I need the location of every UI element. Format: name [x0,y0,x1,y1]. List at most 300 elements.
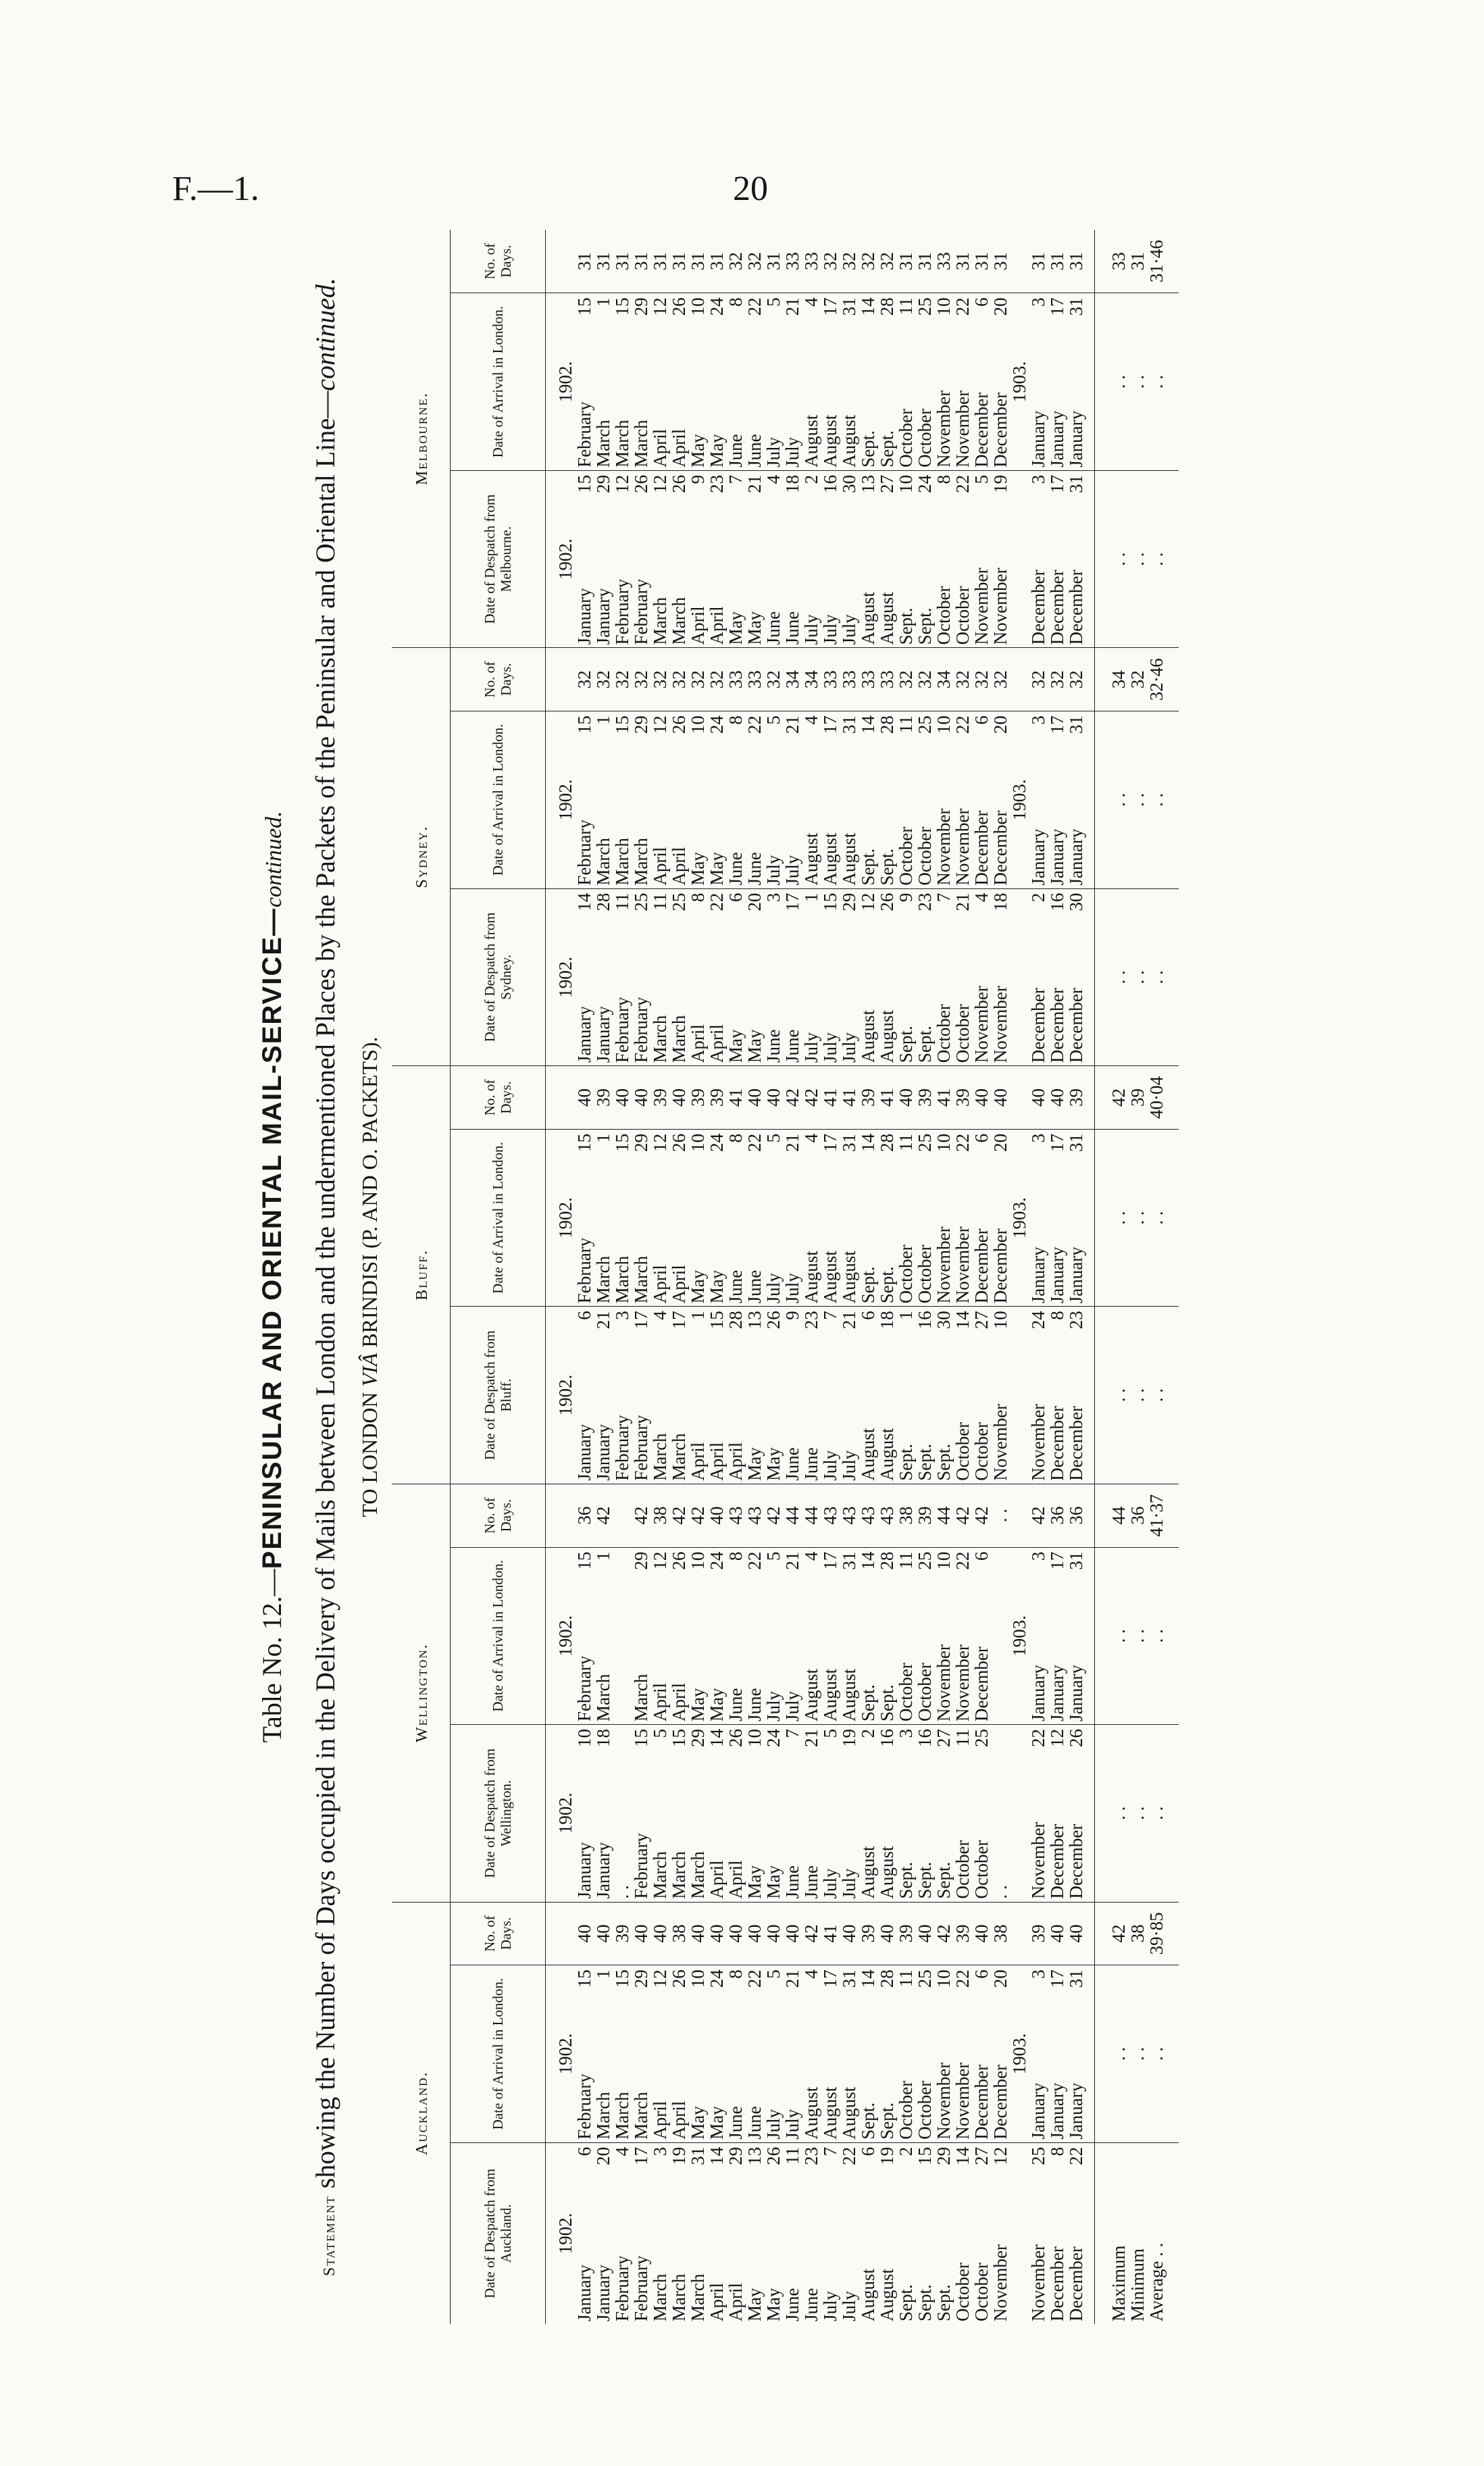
day: 16 [820,474,840,493]
month: August [839,414,859,468]
month: Sept. [933,2284,954,2321]
table-subtitle [357,230,382,2324]
day: 17 [669,1311,689,1330]
day: 8 [1047,1311,1067,1320]
month: January [1066,410,1086,468]
day: 29 [631,1133,651,1152]
day: 10 [933,1551,954,1570]
arrival-date [915,1968,933,2139]
month: Sept. [896,1444,916,1481]
days-value: 41 [820,1088,840,1107]
day: 6 [971,1133,992,1143]
despatch-date [574,2146,593,2321]
month: August [877,1010,897,1063]
day: 12 [990,2146,1010,2165]
days-value: 32 [725,252,746,271]
despatch-date [688,2146,707,2321]
despatch-date [801,1309,820,1480]
month: July [839,614,859,645]
arrival-date [593,296,612,467]
day: 30 [1066,892,1086,911]
days-value: 33 [801,252,821,271]
day: 23 [801,1311,821,1330]
month: May [688,434,708,468]
days-value: . . [990,1509,1010,1523]
month: July [820,1868,840,1899]
arrival-date [1066,714,1085,885]
days-value: 39 [858,1924,878,1943]
days-value: 32 [990,670,1010,689]
arrival-date [574,296,593,467]
month: November [933,1644,954,1722]
month: April [669,1265,689,1304]
days-value: 43 [744,1506,765,1525]
month: July [763,855,784,886]
month: August [858,1428,878,1481]
arrival-date [1028,1551,1047,1721]
days-value: 39 [915,1506,935,1525]
days-value: 40 [744,1088,765,1107]
day: 17 [782,892,802,911]
despatch-date [820,892,839,1063]
day: 16 [1047,892,1067,911]
day: 12 [612,474,632,493]
days-value: 33 [839,670,859,689]
month: March [612,838,632,886]
day: 25 [1028,2146,1048,2165]
despatch-date [669,1309,688,1480]
despatch-date [763,1309,782,1480]
month: March [612,2092,632,2140]
days-value: 31 [631,252,651,271]
day: 11 [782,2146,802,2165]
days-value: 42 [952,1506,973,1525]
despatch-date [877,474,896,645]
day: 8 [688,892,708,903]
days-column [546,1902,1095,1965]
month: August [820,414,840,468]
day: 3 [612,1311,632,1320]
days-value: 31 [952,252,973,271]
month: May [707,1269,727,1304]
despatch-date [858,1309,877,1480]
summary-dots-average: . . [1146,1806,1167,1820]
arrival-date [1066,1551,1085,1721]
month: November [990,568,1010,645]
arrival-date [990,1551,1009,1721]
month: July [820,1032,840,1063]
despatch-date [782,2146,801,2321]
section-name: Bluff. [413,1249,431,1301]
days-value: 42 [801,1924,821,1943]
despatch-date [707,892,725,1063]
arrival-date [574,1132,593,1303]
arrival-date [763,1551,782,1721]
day: 17 [631,2146,651,2165]
arrival-date [990,1132,1009,1303]
month: August [877,2268,897,2321]
day: 10 [933,1133,954,1152]
month: December [990,392,1010,468]
arrival-date [858,1551,877,1721]
arrival-column [546,1965,1095,2142]
day: 22 [839,2146,859,2165]
days-header-label: No. of Days. [482,661,514,698]
month: July [820,1450,840,1481]
despatch-date [1028,2146,1047,2321]
despatch-date [801,2146,820,2321]
month: June [782,2288,802,2321]
days-value: 32 [896,670,916,689]
despatch-date [877,892,896,1063]
day: 29 [631,1969,651,1988]
arrival-date [952,1132,971,1303]
month: April [725,2283,746,2321]
day: 17 [1047,1133,1067,1152]
day: 8 [725,1969,746,1979]
arrival-date [725,296,744,467]
day: 20 [990,1133,1010,1152]
arrival-date [801,714,820,885]
month: August [801,832,821,886]
despatch-date [707,2146,725,2321]
days-value: 40 [971,1088,992,1107]
spacer [1009,1487,1028,1544]
arrival-date [877,1132,896,1303]
despatch-date [688,1728,707,1898]
day: 14 [707,2146,727,2165]
despatch-date [744,1728,763,1898]
day: 14 [858,715,878,734]
days-value: 34 [933,670,954,689]
summary-labels [1095,1725,1179,1902]
arrival-header-label: Date of Arrival in London. [490,1560,506,1712]
days-value: 39 [593,1088,613,1107]
summary-dots-maximum: . . [1108,1629,1129,1643]
despatch-date [933,892,952,1063]
days-value: 39 [688,1088,708,1107]
despatch-date [744,1309,763,1480]
arrival-date [574,1551,593,1721]
day: 4 [801,715,821,725]
day: 31 [839,715,859,734]
day: 10 [688,1551,708,1570]
days-value: 39 [1028,1924,1048,1943]
month: October [915,2080,935,2140]
days-value: 40 [593,1924,613,1943]
summary-values [1095,1066,1179,1130]
days-value: 39 [1066,1088,1086,1107]
month: Sept. [896,2284,916,2321]
arrival-date [612,1968,631,2139]
despatch-date [631,2146,650,2321]
month: Sept. [933,1444,954,1481]
month: April [669,2100,689,2140]
day: 6 [858,2146,878,2157]
day: 21 [782,715,802,734]
despatch-column [546,1307,1095,1484]
day: 4 [650,1311,670,1320]
despatch-date [877,2146,896,2321]
despatch-date [820,1309,839,1480]
month: December [971,810,992,886]
month: October [952,1840,973,1899]
day: 1 [593,715,613,725]
days-header-label: No. of Days. [482,1079,514,1116]
days-value: 32 [915,670,935,689]
arrival-date [877,296,896,467]
despatch-date [896,474,915,645]
arrival-date [839,296,858,467]
month: December [1028,988,1048,1063]
month: March [650,2273,670,2321]
arrival-date [971,1132,990,1303]
days-header [451,230,546,293]
day: 5 [971,474,992,484]
despatch-header-label: Date of Despatch from [482,2168,498,2298]
day: 15 [574,715,594,734]
days-value: 40 [744,1924,765,1943]
summary-dots-average: . . [1146,792,1167,807]
day: 9 [896,892,916,903]
arrival-date [839,1968,858,2139]
month: July [801,1032,821,1063]
despatch-date [650,892,669,1063]
month: June [725,1269,746,1304]
arrival-date [763,714,782,885]
day: 7 [933,892,954,903]
day: 11 [952,1729,973,1747]
despatch-date [782,1728,801,1898]
spacer [1009,1309,1028,1480]
despatch-date [669,2146,688,2321]
days-value: 32 [669,670,689,689]
spacer [555,651,574,708]
despatch-header-label: Date of Despatch from [482,1330,498,1460]
days-value: 44 [933,1506,954,1525]
day: 25 [631,892,651,911]
day: 24 [915,474,935,493]
days-value: 38 [669,1924,689,1943]
days-value: 41 [877,1088,897,1107]
month: December [1066,2246,1086,2321]
subtitle-via: VIÂ [357,1353,382,1387]
day: 7 [725,474,746,484]
statement-body: showing the Number of Days occupied in the Delivery of Mails between London and the undermentioned Places by the Packets of the Peninsular and Oriental Line— [310,391,340,2189]
day: 4 [801,1551,821,1561]
despatch-header [451,888,546,1065]
despatch-date [1066,474,1085,645]
summary-labels [1095,888,1179,1065]
day: 26 [669,474,689,493]
days-value: 40 [763,1088,784,1107]
month: August [820,1251,840,1304]
days-value: 40 [707,1924,727,1943]
month: May [725,611,746,645]
day: 28 [877,1969,897,1988]
month: January [593,588,613,645]
arrival-date [574,1968,593,2139]
day: 31 [839,1551,859,1570]
despatch-date [1066,2146,1085,2321]
day: 12 [650,474,670,493]
year-label: 1902. [555,538,575,580]
month: Sept. [858,1684,878,1722]
days-value: 44 [801,1506,821,1525]
despatch-date [858,2146,877,2321]
day: 25 [915,1551,935,1570]
summary-dots [1095,293,1179,470]
day: 24 [707,1551,727,1570]
month: May [707,1688,727,1722]
day: 22 [952,715,973,734]
arrival-date [990,714,1009,885]
month: March [669,597,689,645]
days-value: 33 [782,252,802,271]
month: April [650,428,670,468]
month: April [669,847,689,886]
days-value: 31 [915,252,935,271]
day: 21 [801,1729,821,1748]
month: August [877,1846,897,1899]
month: March [612,1255,632,1304]
despatch-column [546,2142,1095,2324]
arrival-header [451,1547,546,1724]
title-prefix: Table No. 12.— [257,1569,287,1743]
year-label: 1902. [555,1615,575,1657]
month: April [707,606,727,645]
arrival-date [631,1968,650,2139]
days-value: 33 [933,252,954,271]
arrival-date [877,1551,896,1721]
month: August [839,1669,859,1722]
arrival-date [688,1968,707,2139]
arrival-date [933,1551,952,1721]
despatch-date [574,892,593,1063]
summary-dots-minimum: . . [1127,1629,1148,1643]
day: 11 [896,715,916,734]
day: 26 [763,1311,784,1330]
arrival-date [688,714,707,885]
day: 28 [725,1311,746,1330]
days-value: 32 [1066,670,1086,689]
despatch-date [971,892,990,1063]
despatch-date [650,474,669,645]
despatch-date [915,2146,933,2321]
day: 14 [574,892,594,911]
month: January [574,1006,594,1063]
day: 12 [858,892,878,911]
arrival-date [593,1968,612,2139]
day: 17 [820,715,840,734]
day: 22 [744,1969,765,1988]
arrival-date [933,1132,952,1303]
month: July [782,1691,802,1722]
summary-dots-average: . . [1146,374,1167,389]
day: 10 [574,1729,594,1748]
despatch-date [650,1728,669,1898]
day: 31 [1066,1133,1086,1152]
summary-label-average: Average . . [1146,2242,1167,2321]
month: January [1066,1665,1086,1722]
month: April [688,1442,708,1481]
day: 10 [990,1311,1010,1330]
day: 22 [744,1551,765,1570]
days-value: 32 [952,670,973,689]
month: December [990,2064,1010,2140]
month: January [1047,410,1067,468]
days-value: 31 [1047,252,1067,271]
day: 22 [707,892,727,911]
summary-dots [1095,711,1179,888]
despatch-date [952,892,971,1063]
despatch-column [546,1725,1095,1902]
summary-dots-maximum: . . [1108,792,1129,807]
month: June [801,1865,821,1899]
summary-average: 31·46 [1146,240,1167,283]
spacer [1009,1905,1028,1963]
month: January [593,1424,613,1481]
day: 31 [839,1969,859,1988]
month: August [820,2086,840,2140]
day: 10 [688,715,708,734]
arrival-date [669,1132,688,1303]
days-value: 40 [669,1088,689,1107]
arrival-date [1047,1968,1066,2139]
month: August [858,1010,878,1063]
days-value: 40 [971,1924,992,1943]
day: 26 [669,297,689,316]
day: 12 [650,1551,670,1570]
days-header-label: No. of Days. [482,1497,514,1534]
month: June [744,852,765,886]
month: Sept. [896,1026,916,1063]
month: October [915,1244,935,1304]
despatch-date [763,2146,782,2321]
day: 8 [933,474,954,484]
day: 21 [593,1311,613,1330]
day: 25 [915,1969,935,1988]
arrival-date [612,714,631,885]
month: December [971,1646,992,1722]
despatch-date [725,892,744,1063]
month: March [593,838,613,886]
despatch-date [877,1309,896,1480]
day: 8 [725,1133,746,1143]
days-value: 40 [612,1088,632,1107]
day: 22 [952,1551,973,1570]
month: Sept. [915,1861,935,1899]
summary-dots-average: . . [1146,1629,1167,1643]
month: June [744,1269,765,1304]
despatch-header-city: Bluff. [498,1378,514,1412]
month: Sept. [877,1266,897,1304]
day: 28 [877,715,897,734]
days-value: 42 [782,1088,802,1107]
despatch-date [1066,1728,1085,1898]
day: 28 [877,297,897,316]
days-value: 32 [574,670,594,689]
month: July [763,436,784,468]
month: Sept. [858,2103,878,2140]
day: 11 [650,892,670,911]
days-value: 42 [763,1506,784,1525]
month: October [971,1421,992,1481]
days-value: 42 [933,1924,954,1943]
table-title [255,230,291,2324]
days-value: 31 [763,252,784,271]
day: 14 [952,1311,973,1330]
